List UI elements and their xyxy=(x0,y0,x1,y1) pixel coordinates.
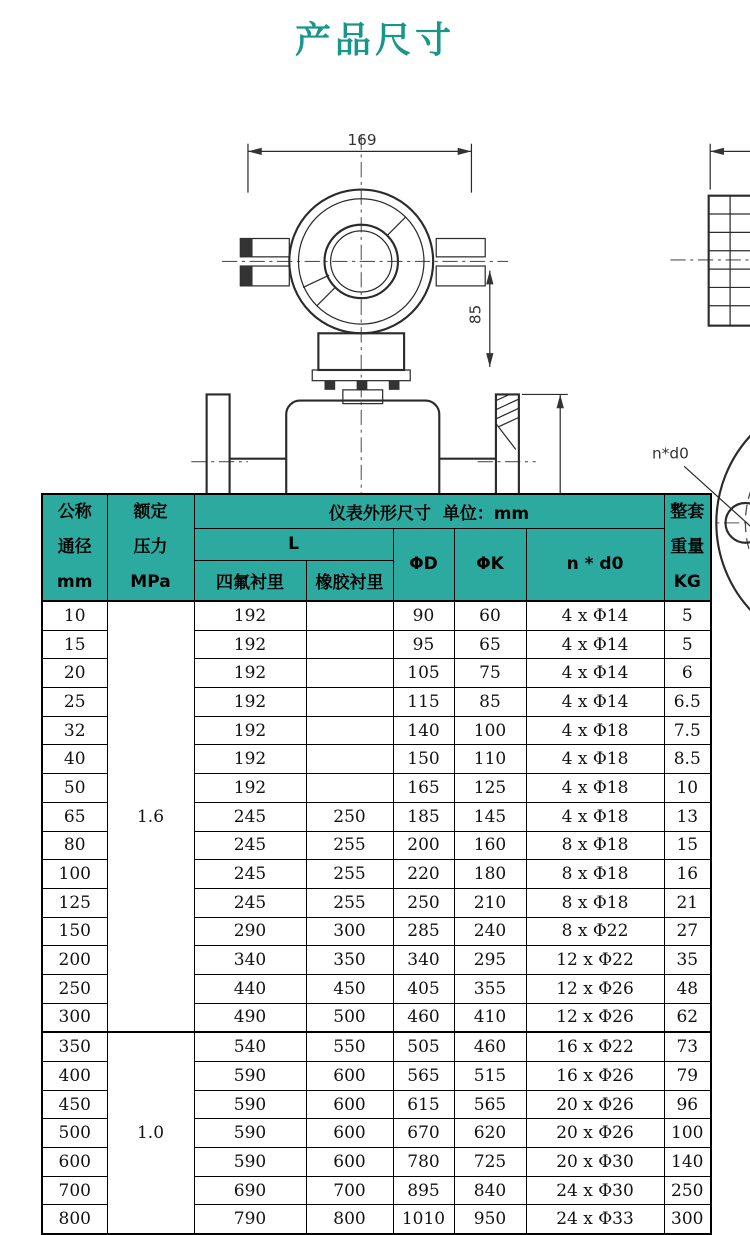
table-cell: 115 xyxy=(393,688,454,717)
page-title: 产品尺寸 xyxy=(294,20,455,61)
table-cell: 8 x Φ18 xyxy=(526,888,664,917)
table-cell: 490 xyxy=(194,1003,306,1032)
table-cell: 500 xyxy=(306,1003,393,1032)
col-header-rubber-lining: 橡胶衬里 xyxy=(306,560,393,601)
table-cell: 145 xyxy=(454,802,526,831)
table-cell: 220 xyxy=(393,860,454,889)
table-cell: 15 xyxy=(664,831,711,860)
technical-drawings xyxy=(0,0,750,490)
table-cell: 165 xyxy=(393,774,454,803)
table-cell: 250 xyxy=(393,888,454,917)
svg-text:n*d0: n*d0 xyxy=(652,444,689,463)
table-cell: 40 xyxy=(42,745,107,774)
table-cell: 200 xyxy=(42,946,107,975)
pressure-cell: 1.6 xyxy=(107,601,194,1032)
table-cell: 590 xyxy=(194,1148,306,1177)
table-cell: 35 xyxy=(664,946,711,975)
table-cell: 690 xyxy=(194,1176,306,1205)
table-cell: 600 xyxy=(42,1148,107,1177)
table-cell: 300 xyxy=(42,1003,107,1032)
table-cell: 75 xyxy=(454,659,526,688)
table-cell: 12 x Φ26 xyxy=(526,1003,664,1032)
table-cell: 150 xyxy=(42,917,107,946)
table-cell: 48 xyxy=(664,974,711,1003)
flange-hatching xyxy=(496,394,519,449)
table-cell: 340 xyxy=(194,946,306,975)
table-cell: 450 xyxy=(42,1090,107,1119)
table-cell: 25 xyxy=(42,688,107,717)
table-cell: 250 xyxy=(306,802,393,831)
table-cell: 16 x Φ22 xyxy=(526,1032,664,1061)
table-cell: 110 xyxy=(454,745,526,774)
table-cell: 780 xyxy=(393,1148,454,1177)
table-cell xyxy=(306,601,393,630)
table-cell: 62 xyxy=(664,1003,711,1032)
table-cell: 790 xyxy=(194,1205,306,1234)
col-header-rated-pressure: 额定 压力 MPa xyxy=(107,494,194,601)
table-cell: 15 xyxy=(42,630,107,659)
table-cell xyxy=(306,745,393,774)
table-cell: 96 xyxy=(664,1090,711,1119)
table-cell: 400 xyxy=(42,1062,107,1091)
table-cell: 16 xyxy=(664,860,711,889)
table-cell: 6 xyxy=(664,659,711,688)
table-cell: 65 xyxy=(42,802,107,831)
table-cell xyxy=(306,774,393,803)
table-cell: 255 xyxy=(306,831,393,860)
table-cell: 285 xyxy=(393,917,454,946)
table-cell: 160 xyxy=(454,831,526,860)
col-header-total-weight: 整套 重量 KG xyxy=(664,494,711,601)
table-cell: 800 xyxy=(42,1205,107,1234)
col-header-outline-dimensions: 仪表外形尺寸 单位：mm xyxy=(194,494,664,528)
table-cell: 255 xyxy=(306,860,393,889)
col-header-n-d0: n * d0 xyxy=(526,528,664,601)
table-cell: 125 xyxy=(42,888,107,917)
table-cell: 27 xyxy=(664,917,711,946)
table-row xyxy=(42,601,711,630)
table-cell: 192 xyxy=(194,659,306,688)
table-cell: 6.5 xyxy=(664,688,711,717)
table-cell: 355 xyxy=(454,974,526,1003)
dim-85 xyxy=(467,271,494,367)
table-cell: 105 xyxy=(393,659,454,688)
table-cell: 100 xyxy=(42,860,107,889)
table-cell: 540 xyxy=(194,1032,306,1061)
table-cell: 460 xyxy=(393,1003,454,1032)
table-cell: 16 x Φ26 xyxy=(526,1062,664,1091)
table-cell: 10 xyxy=(42,601,107,630)
table-cell: 79 xyxy=(664,1062,711,1091)
table-cell: 95 xyxy=(393,630,454,659)
table-cell: 100 xyxy=(454,716,526,745)
table-cell: 295 xyxy=(454,946,526,975)
col-header-ptfe-lining: 四氟衬里 xyxy=(194,560,306,601)
dim-169 xyxy=(248,131,471,192)
table-cell: 7.5 xyxy=(664,716,711,745)
table-cell: 4 x Φ18 xyxy=(526,774,664,803)
table-cell: 450 xyxy=(306,974,393,1003)
table-cell: 350 xyxy=(42,1032,107,1061)
table-cell: 460 xyxy=(454,1032,526,1061)
table-cell: 192 xyxy=(194,716,306,745)
table-cell: 5 xyxy=(664,601,711,630)
table-cell: 80 xyxy=(42,831,107,860)
table-cell: 600 xyxy=(306,1062,393,1091)
table-cell: 13 xyxy=(664,802,711,831)
table-cell: 20 x Φ26 xyxy=(526,1090,664,1119)
table-cell: 8 x Φ22 xyxy=(526,917,664,946)
table-cell: 20 x Φ30 xyxy=(526,1148,664,1177)
table-cell: 21 xyxy=(664,888,711,917)
dimensions-table xyxy=(41,493,712,1235)
spec-table-wrap xyxy=(41,493,712,1235)
table-cell: 245 xyxy=(194,802,306,831)
dim-240 xyxy=(710,131,750,189)
table-cell: 24 x Φ30 xyxy=(526,1176,664,1205)
table-cell: 800 xyxy=(306,1205,393,1234)
table-cell: 192 xyxy=(194,630,306,659)
table-cell: 950 xyxy=(454,1205,526,1234)
table-cell: 300 xyxy=(664,1205,711,1234)
table-cell: 255 xyxy=(306,888,393,917)
table-cell: 20 x Φ26 xyxy=(526,1119,664,1148)
table-body xyxy=(42,601,711,1234)
table-cell: 192 xyxy=(194,601,306,630)
table-cell: 250 xyxy=(664,1176,711,1205)
table-cell: 590 xyxy=(194,1090,306,1119)
table-cell xyxy=(306,659,393,688)
table-cell: 550 xyxy=(306,1032,393,1061)
table-cell: 615 xyxy=(393,1090,454,1119)
table-cell: 700 xyxy=(306,1176,393,1205)
table-cell: 192 xyxy=(194,688,306,717)
table-cell: 590 xyxy=(194,1062,306,1091)
table-cell: 150 xyxy=(393,745,454,774)
table-cell: 245 xyxy=(194,888,306,917)
table-cell: 8 x Φ18 xyxy=(526,860,664,889)
table-cell: 8 x Φ18 xyxy=(526,831,664,860)
table-cell: 180 xyxy=(454,860,526,889)
table-cell: 125 xyxy=(454,774,526,803)
table-cell: 300 xyxy=(306,917,393,946)
table-cell: 65 xyxy=(454,630,526,659)
table-cell: 210 xyxy=(454,888,526,917)
table-cell: 840 xyxy=(454,1176,526,1205)
table-cell: 590 xyxy=(194,1119,306,1148)
table-cell: 565 xyxy=(393,1062,454,1091)
table-cell: 4 x Φ18 xyxy=(526,745,664,774)
table-cell: 85 xyxy=(454,688,526,717)
table-cell: 600 xyxy=(306,1148,393,1177)
table-cell: 192 xyxy=(194,774,306,803)
table-cell xyxy=(306,716,393,745)
table-cell: 4 x Φ14 xyxy=(526,688,664,717)
table-cell xyxy=(306,688,393,717)
table-cell: 4 x Φ18 xyxy=(526,716,664,745)
col-header-length: L xyxy=(194,528,393,560)
table-cell: 4 x Φ14 xyxy=(526,601,664,630)
table-cell: 100 xyxy=(664,1119,711,1148)
table-header xyxy=(42,494,711,601)
table-cell: 90 xyxy=(393,601,454,630)
table-cell: 670 xyxy=(393,1119,454,1148)
table-cell: 500 xyxy=(42,1119,107,1148)
table-cell: 200 xyxy=(393,831,454,860)
table-cell: 1010 xyxy=(393,1205,454,1234)
col-header-phi-d: ΦD xyxy=(393,528,454,601)
table-cell: 4 x Φ14 xyxy=(526,659,664,688)
svg-text:85: 85 xyxy=(466,304,485,325)
table-cell: 140 xyxy=(664,1148,711,1177)
table-cell: 620 xyxy=(454,1119,526,1148)
table-cell: 725 xyxy=(454,1148,526,1177)
table-cell: 600 xyxy=(306,1090,393,1119)
table-cell: 4 x Φ18 xyxy=(526,802,664,831)
table-cell: 73 xyxy=(664,1032,711,1061)
col-header-nominal-diameter: 公称 通径 mm xyxy=(42,494,107,601)
table-cell: 565 xyxy=(454,1090,526,1119)
table-cell: 700 xyxy=(42,1176,107,1205)
table-cell: 505 xyxy=(393,1032,454,1061)
table-cell: 12 x Φ22 xyxy=(526,946,664,975)
table-cell: 290 xyxy=(194,917,306,946)
table-cell: 245 xyxy=(194,860,306,889)
table-cell: 600 xyxy=(306,1119,393,1148)
table-row xyxy=(42,1032,711,1061)
table-cell: 50 xyxy=(42,774,107,803)
table-cell: 410 xyxy=(454,1003,526,1032)
table-cell: 440 xyxy=(194,974,306,1003)
table-cell: 192 xyxy=(194,745,306,774)
table-cell: 60 xyxy=(454,601,526,630)
table-cell: 515 xyxy=(454,1062,526,1091)
col-header-phi-k: ΦK xyxy=(454,528,526,601)
table-cell: 250 xyxy=(42,974,107,1003)
pressure-cell: 1.0 xyxy=(107,1032,194,1234)
table-cell: 140 xyxy=(393,716,454,745)
table-cell: 8.5 xyxy=(664,745,711,774)
table-cell: 5 xyxy=(664,630,711,659)
svg-text:169: 169 xyxy=(347,131,377,150)
table-cell: 350 xyxy=(306,946,393,975)
table-cell: 20 xyxy=(42,659,107,688)
table-cell: 10 xyxy=(664,774,711,803)
table-cell: 405 xyxy=(393,974,454,1003)
table-cell: 185 xyxy=(393,802,454,831)
table-cell: 245 xyxy=(194,831,306,860)
table-cell xyxy=(306,630,393,659)
table-cell: 895 xyxy=(393,1176,454,1205)
table-cell: 32 xyxy=(42,716,107,745)
table-cell: 4 x Φ14 xyxy=(526,630,664,659)
table-cell: 340 xyxy=(393,946,454,975)
table-cell: 12 x Φ26 xyxy=(526,974,664,1003)
table-cell: 24 x Φ33 xyxy=(526,1205,664,1234)
table-cell: 240 xyxy=(454,917,526,946)
